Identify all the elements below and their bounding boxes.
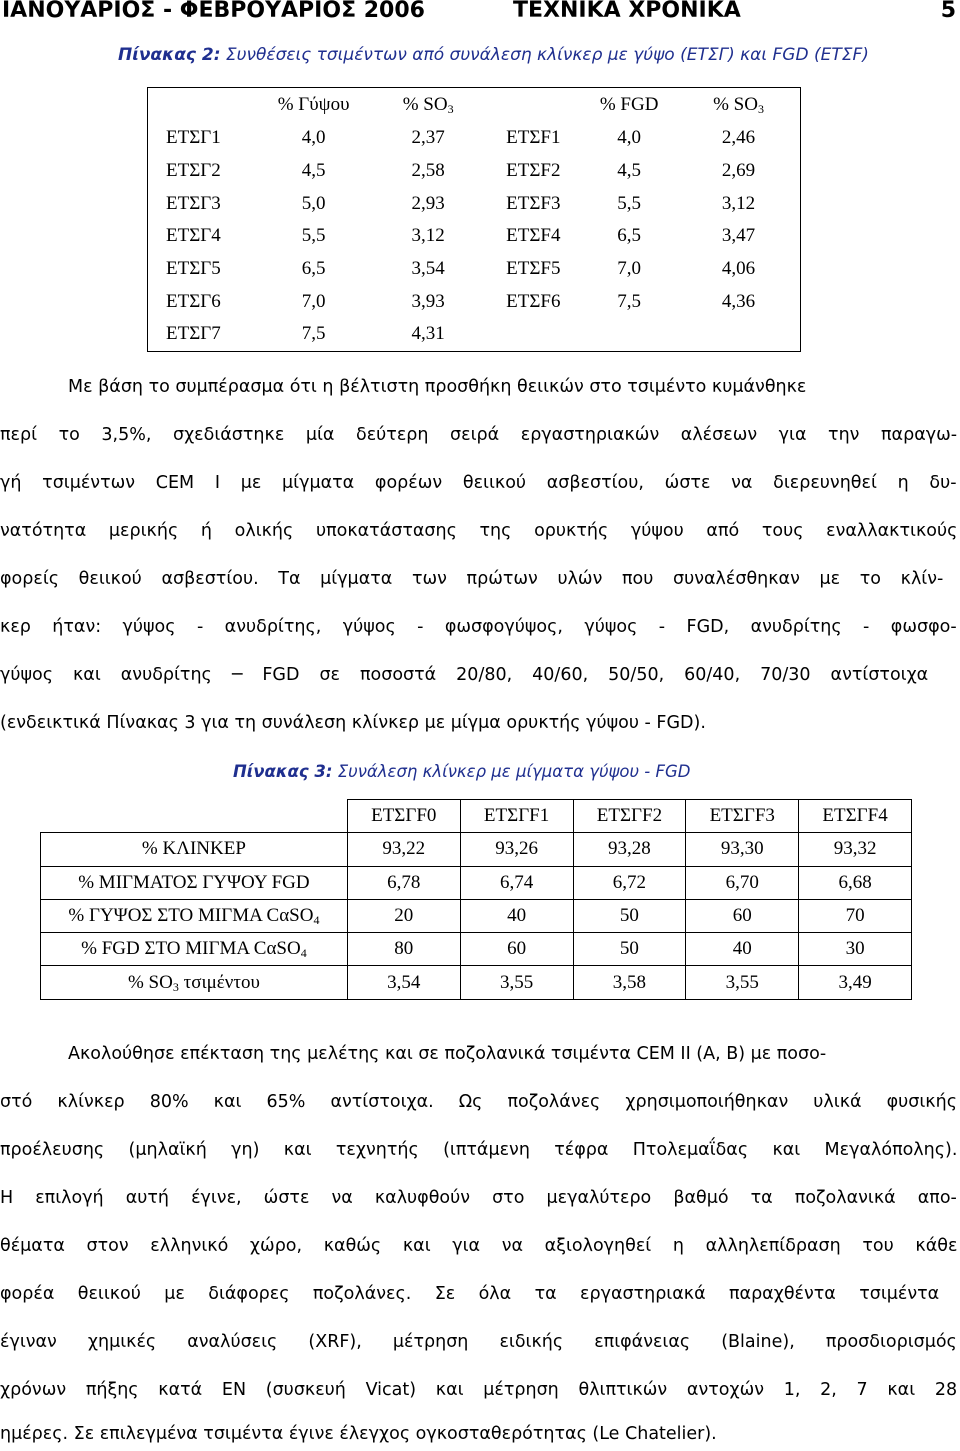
table-cell: 5,0 <box>301 192 326 214</box>
row-label: % ΜΙΓΜΑΤΟΣ ΓΥΨΟΥ FGD <box>41 866 348 899</box>
paragraph-line: κερ ήταν: γύψος - ανυδρίτης, γύψος - φωσφογύψος, γύψος - FGD, ανυδρίτης - φωσφο- <box>0 617 957 637</box>
table-cell: 60 <box>686 899 799 932</box>
table-cell: ΕΤΣΓ7 <box>166 323 221 345</box>
row-label-subscript: 3 <box>172 979 179 994</box>
table2-header-cell: % FGD <box>599 94 659 115</box>
table-cell: 80 <box>347 933 460 966</box>
paragraph-line: έγιναν χημικές αναλύσεις (XRF), μέτρηση ειδικής επιφάνειας (Blaine), προσδιορισμός <box>0 1332 957 1352</box>
table-cell: 93,28 <box>573 833 686 866</box>
table-row <box>41 966 912 999</box>
paragraph-line: στό κλίνκερ 80% και 65% αντίστοιχα. Ως ποζολάνες χρησιμοποιήθηκαν υλικά φυσικής <box>0 1092 957 1112</box>
row-label-subscript: 4 <box>313 913 320 928</box>
table-cell: 2,58 <box>411 160 445 182</box>
table-cell: 7,5 <box>301 323 326 345</box>
table-cell: ΕΤΣF4 <box>506 225 561 247</box>
table-cell: 3,54 <box>411 258 445 280</box>
table2-header-cell <box>148 88 257 123</box>
table-cell: ΕΤΣΓ3 <box>166 192 221 214</box>
table-row <box>148 220 801 253</box>
table-cell: 4,5 <box>301 160 326 182</box>
table-row <box>41 866 912 899</box>
table-cell: ΕΤΣF6 <box>506 290 561 312</box>
table-cell: 93,22 <box>347 833 460 866</box>
row-label <box>41 899 348 932</box>
table-cell: 93,26 <box>460 833 573 866</box>
row-label-text: % SO <box>127 971 173 993</box>
table-cell: 3,12 <box>411 225 445 247</box>
table-cell: 30 <box>799 933 912 966</box>
row-label <box>41 933 348 966</box>
row-label-text: % ΓΥΨΟΣ ΣΤΟ ΜΙΓΜΑ CαSO <box>68 905 314 927</box>
table-cell: 7,5 <box>617 290 642 312</box>
table-cell <box>581 318 677 351</box>
table-cell: ΕΤΣF3 <box>506 192 561 214</box>
table-row <box>41 933 912 966</box>
table-cell: 4,0 <box>301 127 326 149</box>
table-cell: 6,5 <box>617 225 642 247</box>
paragraph-line: προέλευσης (μηλαϊκή γη) και τεχνητής (ιπτάμενη τέφρα Πτολεμαΐδας και Μεγαλόπολης). <box>0 1140 958 1160</box>
table-cell: 93,30 <box>686 833 799 866</box>
so3-label: % SO <box>713 94 758 115</box>
table-row <box>148 253 801 286</box>
table-row <box>41 899 912 932</box>
paragraph-line: (ενδεικτικά Πίνακας 3 για τη συνάλεση κλίνκερ με μίγμα ορυκτής γύψου - FGD). <box>0 713 706 733</box>
paragraph-line: φορέα θειικού με διάφορες ποζολάνες. Σε όλα τα εργαστηριακά παραχθέντα τσιμέντα <box>0 1284 940 1304</box>
table-cell: 4,36 <box>721 290 756 312</box>
page-number: 5 <box>940 0 956 23</box>
table-cell: 4,06 <box>721 258 756 280</box>
table-cell: 5,5 <box>301 225 326 247</box>
journal-title: ΤΕΧΝΙΚΑ ΧΡΟΝΙΚΑ <box>513 0 741 23</box>
table2-caption-label: Πίνακας 2: <box>118 45 221 65</box>
table2-header-cell <box>371 88 486 123</box>
table-cell: 2,46 <box>721 127 756 149</box>
table-cell: ΕΤΣΓ4 <box>166 225 221 247</box>
row-label-suffix: τσιμέντου <box>178 971 260 993</box>
table3-column-header: ΕΤΣΓF0 <box>347 800 460 833</box>
paragraph-line: θέματα στον ελληνικό χώρο, καθώς και για να αξιολογηθεί η αλληλεπίδραση του κάθε <box>0 1236 958 1256</box>
table-cell: 50 <box>573 933 686 966</box>
table-cell: 6,74 <box>460 866 573 899</box>
table-cell: 4,0 <box>617 127 642 149</box>
paragraph-line: περί το 3,5%, σχεδιάστηκε μία δεύτερη σειρά εργαστηριακών αλέσεων για την παραγω- <box>0 425 958 445</box>
paragraph-line: Η επιλογή αυτή έγινε, ώστε να καλυφθούν στο μεγαλύτερο βαθμό τα ποζολανικά απο- <box>0 1188 957 1208</box>
paragraph-line: γύψος και ανυδρίτης ─ FGD σε ποσοστά 20/80, 40/60, 50/50, 60/40, 70/30 αντίστοιχα <box>0 665 929 685</box>
table-cell: 20 <box>347 899 460 932</box>
table-cell: 3,12 <box>721 192 756 214</box>
paragraph-line: ημέρες. Σε επιλεγμένα τσιμέντα έγινε έλεγχος ογκοσταθερότητας (Le Chatelier). <box>0 1424 717 1444</box>
table2-caption <box>118 45 869 65</box>
table-cell: 3,93 <box>411 290 445 312</box>
so3-subscript: 3 <box>757 102 764 116</box>
table-cell: 40 <box>686 933 799 966</box>
so3-label: % SO <box>402 94 448 115</box>
table-cell: 6,70 <box>686 866 799 899</box>
paragraph-line: φορείς θειικού ασβεστίου. Τα μίγματα των πρώτων υλών που συναλέσθηκαν με το κλίν- <box>0 569 944 589</box>
table-cell: 2,93 <box>411 192 445 214</box>
table-cell: 3,55 <box>460 966 573 999</box>
table-cell: 3,49 <box>799 966 912 999</box>
table-cell: ΕΤΣΓ1 <box>166 127 221 149</box>
table2-header-row <box>148 88 801 123</box>
table-cell: ΕΤΣF1 <box>506 127 561 149</box>
table2-header-cell <box>677 88 800 123</box>
table-cell: ΕΤΣΓ6 <box>166 290 221 312</box>
table-cell: 7,0 <box>617 258 642 280</box>
paragraph-line: νατότητα μερικής ή ολικής υποκατάστασης της ορυκτής γύψου από τους εναλλακτικούς <box>0 521 958 541</box>
so3-subscript: 3 <box>447 102 454 116</box>
table-cell: 93,32 <box>799 833 912 866</box>
paragraph-line: Με βάση το συμπέρασμα ότι η βέλτιστη προσθήκη θειικών στο τσιμέντο κυμάνθηκε <box>68 377 807 397</box>
table3-column-header: ΕΤΣΓF1 <box>460 800 573 833</box>
table3 <box>40 799 912 1000</box>
table3-caption <box>233 762 691 781</box>
table-row <box>41 833 912 866</box>
table-cell: 3,47 <box>721 225 756 247</box>
table-cell: 2,37 <box>411 127 445 149</box>
table-cell: 6,78 <box>347 866 460 899</box>
table-row <box>148 122 801 155</box>
table-cell: 40 <box>460 899 573 932</box>
table-cell: 60 <box>460 933 573 966</box>
table-cell: 6,72 <box>573 866 686 899</box>
table-cell: ΕΤΣΓ2 <box>166 160 221 182</box>
table-cell: 5,5 <box>617 192 642 214</box>
table2-header-cell <box>485 88 581 123</box>
table-row <box>148 187 801 220</box>
table-cell: 3,58 <box>573 966 686 999</box>
table-cell: 3,54 <box>347 966 460 999</box>
table-cell: 4,5 <box>617 160 642 182</box>
table-cell: 2,69 <box>721 160 756 182</box>
paragraph-line: χρόνων πήξης κατά EN (συσκευή Vicat) και μέτρηση θλιπτικών αντοχών 1, 2, 7 και 28 <box>0 1380 958 1400</box>
paragraph-line: Ακολούθησε επέκταση της μελέτης και σε ποζολανικά τσιμέντα CEM II (A, B) με ποσο- <box>68 1044 827 1064</box>
paragraph-line: γή τσιμέντων CEM I με μίγματα φορέων θειικού ασβεστίου, ώστε να διερευνηθεί η δυ- <box>0 473 957 493</box>
table-cell: 70 <box>799 899 912 932</box>
table-cell: 7,0 <box>301 290 326 312</box>
table-cell: 3,55 <box>686 966 799 999</box>
row-label <box>41 966 348 999</box>
table3-caption-text: Συνάλεση κλίνκερ με μίγματα γύψου - FGD <box>332 762 691 781</box>
table3-header-row <box>41 800 912 833</box>
issue-date: ΙΑΝΟΥΑΡΙΟΣ - ΦΕΒΡΟΥΑΡΙΟΣ 2006 <box>2 0 425 23</box>
table-cell: 6,68 <box>799 866 912 899</box>
row-label: % ΚΛΙΝΚΕΡ <box>41 833 348 866</box>
table3-column-header: ΕΤΣΓF2 <box>573 800 686 833</box>
table-cell <box>677 318 800 351</box>
table-cell: 4,31 <box>411 323 445 345</box>
table-cell: ΕΤΣF5 <box>506 258 561 280</box>
table-cell: ΕΤΣΓ5 <box>166 258 221 280</box>
table-cell: 6,5 <box>301 258 326 280</box>
row-label-subscript: 4 <box>300 946 307 961</box>
table-cell <box>485 318 581 351</box>
table2-header-cell: % Γύψου <box>277 94 350 115</box>
table3-empty-corner <box>41 800 348 833</box>
row-label-text: % FGD ΣΤΟ ΜΙΓΜΑ CαSO <box>81 938 301 960</box>
table-row <box>148 318 801 351</box>
table3-column-header: ΕΤΣΓF4 <box>799 800 912 833</box>
table-row <box>148 155 801 188</box>
table-cell: ΕΤΣF2 <box>506 160 561 182</box>
table-row <box>148 285 801 318</box>
page-header <box>0 0 960 28</box>
table3-caption-label: Πίνακας 3: <box>233 762 333 781</box>
table2-caption-text: Συνθέσεις τσιμέντων από συνάλεση κλίνκερ με γύψο (ΕΤΣΓ) και FGD (ΕΤΣF) <box>220 45 869 65</box>
table3-column-header: ΕΤΣΓF3 <box>686 800 799 833</box>
table-cell: 50 <box>573 899 686 932</box>
table2 <box>147 87 801 352</box>
